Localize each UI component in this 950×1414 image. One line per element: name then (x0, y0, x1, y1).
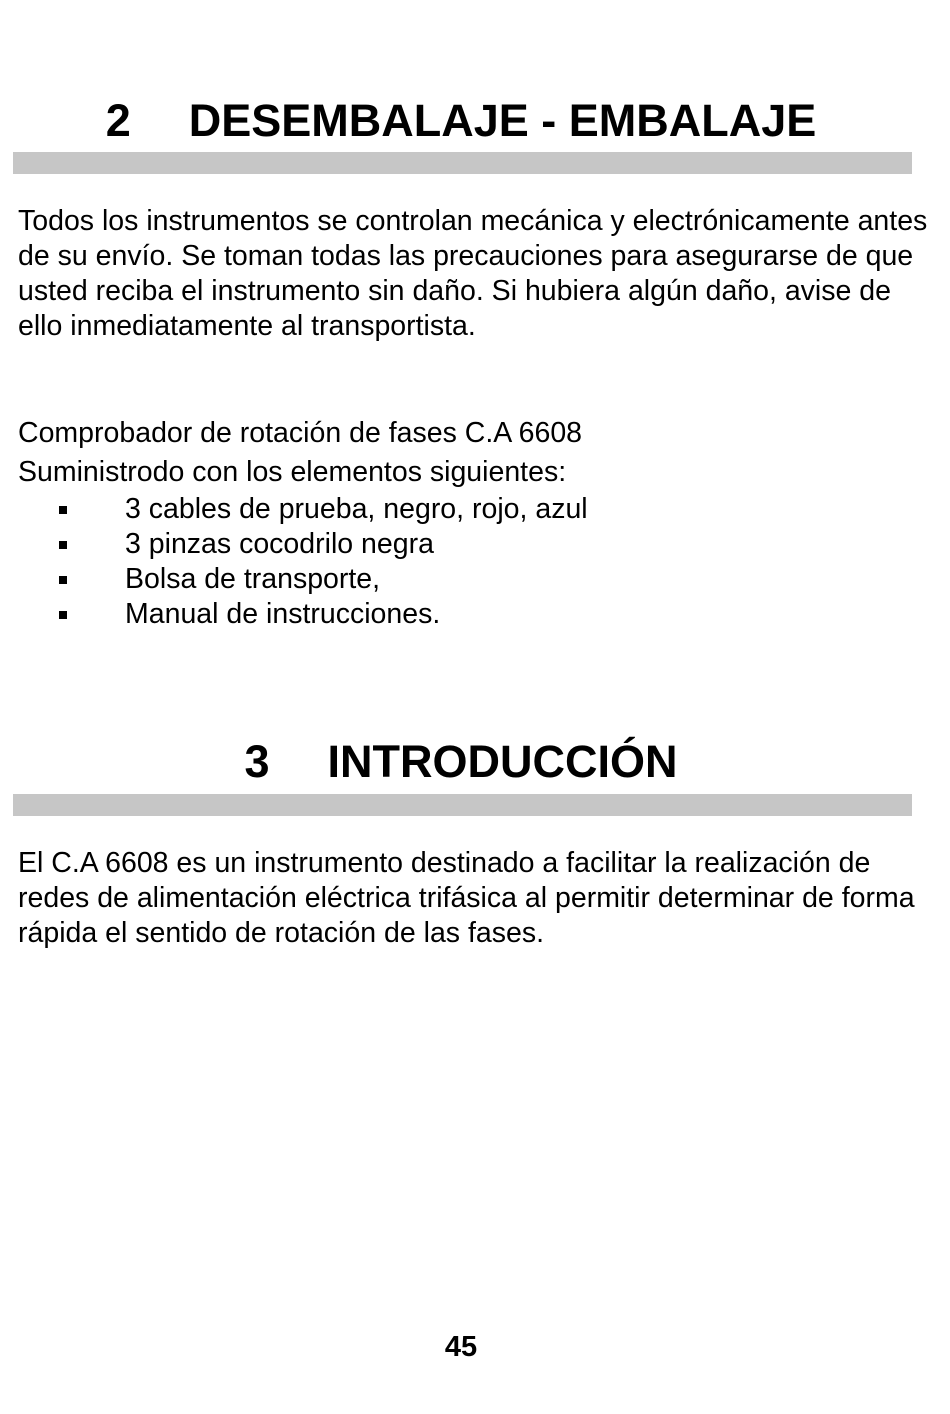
bullet-square-icon (59, 576, 67, 584)
supplied-line: Suministrodo con los elementos siguientes: (18, 456, 567, 488)
list-item-text: Manual de instrucciones. (125, 598, 441, 630)
section-2-title: DESEMBALAJE - EMBALAJE (188, 95, 817, 146)
page-number: 45 (444, 1331, 478, 1363)
bullet-square-icon (59, 506, 67, 514)
list-item-text: 3 pinzas cocodrilo negra (125, 528, 434, 560)
bullet-square-icon (59, 611, 67, 619)
section-2-rule (13, 152, 912, 174)
section-3-paragraph: El C.A 6608 es un instrumento destinado a facilitar la realización de redes de alimentación eléctrica trifásica al permitir determinar de forma rápida el sentido de rotación de las fases. (18, 847, 915, 949)
section-2-heading (0, 96, 922, 146)
section-3-number: 3 (244, 736, 270, 787)
section-3-heading (0, 737, 922, 787)
section-2-number: 2 (105, 95, 131, 146)
section-3-title: INTRODUCCIÓN (327, 736, 678, 787)
bullet-square-icon (59, 541, 67, 549)
list-item-text: Bolsa de transporte, (125, 563, 381, 595)
list-item-text: 3 cables de prueba, negro, rojo, azul (125, 493, 588, 525)
section-3-rule (13, 794, 912, 816)
product-line: Comprobador de rotación de fases C.A 6608 (18, 417, 583, 449)
section-2-paragraph: Todos los instrumentos se controlan mecánica y electrónicamente antes de su envío. Se toman todas las precauciones para asegurarse de que usted reciba el instrumento sin daño. Si hubiera algún daño, avise de ello inmediatamente al transportista. (18, 205, 928, 342)
